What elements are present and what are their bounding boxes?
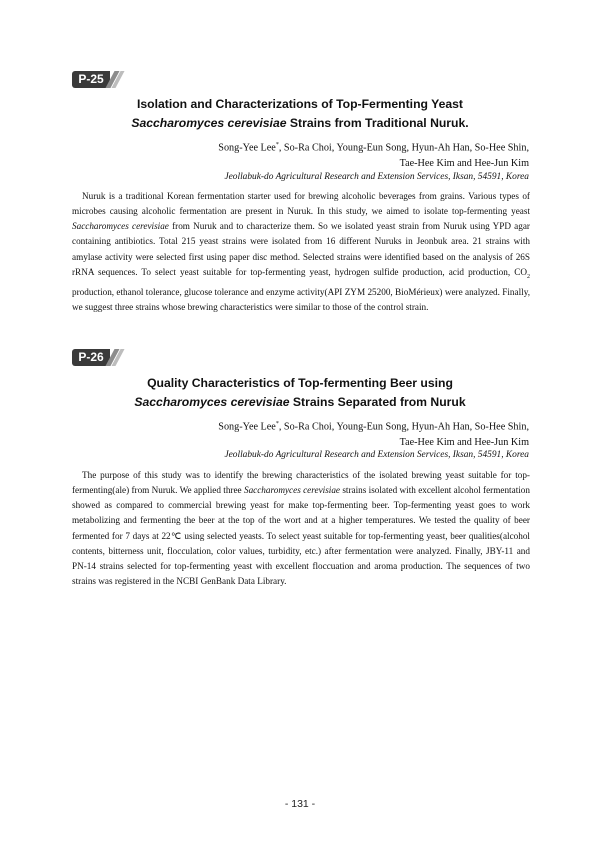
- poster-badge: [72, 71, 120, 88]
- abstract-text: The purpose of this study was to identify the brewing characteristics of the isolated brewing yeast suitable for top-fermenting(ale) from Nuruk. We applied three Saccharomyces cerevisiae strains isolated with excellent alcohol fermentation showed as compared to commercial brewing yeast for make top-fermenting beer. Top-fermenting yeast goes to work metabolizing and fermenting the beer at the top of the wort and at a higher temperatures. We tested the quality of beer fermented for 7 days at 22℃ using selected yeasts. To select yeast suitable for top-fermenting yeast, beer qualities(alcohol contents, bitterness unit, flocculation, color values, turbidity, etc.) after fermentation were analyzed. Finally, JBY-11 and PN-14 strains selected for top-fermenting yeast with excellent floccuation and aroma production. The sequences of two strains was registered in the NCBI GenBank Data Library.: [72, 470, 530, 587]
- author-list: Song-Yee Lee*, So-Ra Choi, Young-Eun Song, Hyun-Ah Han, So-Hee Shin, Tae-Hee Kim and Hee-Jun Kim: [218, 421, 529, 448]
- species-name: Saccharomyces cerevisiae: [131, 116, 287, 130]
- title-line-2: Saccharomyces cerevisiae Strains Separated from Nuruk: [134, 395, 466, 409]
- poster-title: [60, 374, 540, 412]
- title-line-1: Quality Characteristics of Top-fermenting Beer using: [147, 376, 453, 390]
- abstract-text: Nuruk is a traditional Korean fermentation starter used for brewing alcoholic beverages from grains. Various types of microbes causing alcoholic fermentation are present in Nuruk. In this study, we aimed to isolate top-fermenting yeast Saccharomyces cerevisiae from Nuruk and to characterize them. So we isolated yeast strain from Nuruk using YPD agar containing antibiotics. Total 215 yeast strains were isolated from 16 different Nuruks in Jeonbuk area. 21 strains with amylase activity were selected first using paper disc method. Selected strains were identified based on the analysis of 26S rRNA sequences. To select yeast suitable for top-fermenting yeast, hydrogen sulfide production, acid production, $CO_2$ production, ethanol tolerance, glucose tolerance and enzyme activity(API ZYM 25200, BioMérieux) were analyzed. Finally, we suggest three strains whose brewing characteristics were similar to those of the control strain.: [72, 191, 530, 312]
- species-name: Saccharomyces cerevisiae: [134, 395, 290, 409]
- title-line-1: Isolation and Characterizations of Top-Fermenting Yeast: [137, 97, 463, 111]
- poster-number: P-25: [78, 72, 104, 86]
- title-line-2: Saccharomyces cerevisiae Strains from Traditional Nuruk.: [131, 116, 469, 130]
- affiliation: Jeollabuk-do Agricultural Research and Extension Services, Iksan, 54591, Korea: [224, 172, 529, 182]
- page-number: - 131 -: [284, 798, 316, 810]
- author-list: Song-Yee Lee*, So-Ra Choi, Young-Eun Song, Hyun-Ah Han, So-Hee Shin, Tae-Hee Kim and Hee-Jun Kim: [218, 142, 529, 169]
- corresponding-author-mark: *: [275, 421, 279, 427]
- affiliation: Jeollabuk-do Agricultural Research and Extension Services, Iksan, 54591, Korea: [224, 450, 529, 460]
- corresponding-author-mark: *: [275, 142, 279, 148]
- poster-badge: [72, 349, 120, 366]
- poster-title: [60, 95, 540, 133]
- poster-number: P-26: [78, 350, 104, 364]
